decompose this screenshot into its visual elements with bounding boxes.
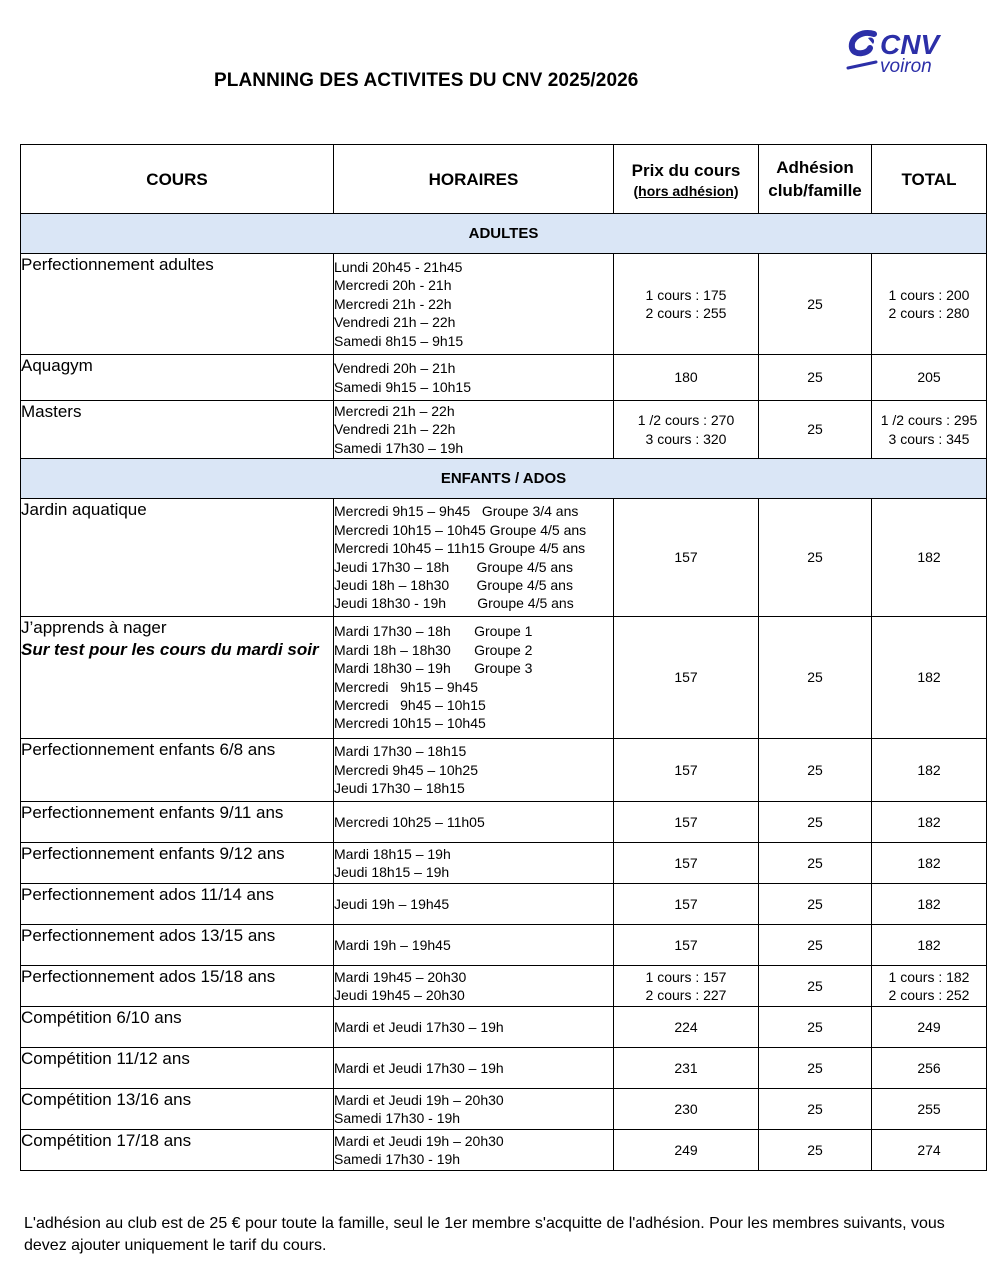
prix-cell: 1 cours : 157 2 cours : 227 [614, 966, 759, 1007]
cours-cell: Jardin aquatique [21, 499, 334, 617]
prix-cell: 157 [614, 739, 759, 802]
adhesion-cell: 25 [759, 1048, 872, 1089]
horaires-cell: Lundi 20h45 - 21h45 Mercredi 20h - 21h Mercredi 21h - 22h Vendredi 21h – 22h Samedi 8h15 – 9h15 [334, 254, 614, 355]
table-row [21, 401, 987, 459]
horaires-cell: Vendredi 20h – 21h Samedi 9h15 – 10h15 [334, 355, 614, 401]
adhesion-cell: 25 [759, 739, 872, 802]
adhesion-cell: 25 [759, 884, 872, 925]
adhesion-cell: 25 [759, 1007, 872, 1048]
cours-label: J’apprends à nager [21, 618, 167, 637]
planning-body [21, 214, 987, 1171]
total-cell: 1 /2 cours : 295 3 cours : 345 [872, 401, 987, 459]
cours-cell: Perfectionnement enfants 9/12 ans [21, 843, 334, 884]
total-cell: 1 cours : 200 2 cours : 280 [872, 254, 987, 355]
header-prix [614, 145, 759, 214]
horaires-cell: Mardi 17h30 – 18h Groupe 1 Mardi 18h – 18h30 Groupe 2 Mardi 18h30 – 19h Groupe 3 Mercredi 9h15 – 9h45 Mercredi 9h45 – 10h15 Mercredi 10h15 – 10h45 [334, 617, 614, 739]
adhesion-cell: 25 [759, 355, 872, 401]
prix-cell: 157 [614, 802, 759, 843]
section-adultes [21, 214, 987, 254]
adhesion-cell: 25 [759, 843, 872, 884]
table-row [21, 1048, 987, 1089]
prix-cell: 157 [614, 843, 759, 884]
table-row [21, 254, 987, 355]
adhesion-cell: 25 [759, 499, 872, 617]
table-row [21, 739, 987, 802]
section-title-adultes: ADULTES [21, 214, 987, 254]
total-cell: 182 [872, 802, 987, 843]
horaires-cell: Mercredi 9h15 – 9h45 Groupe 3/4 ans Mercredi 10h15 – 10h45 Groupe 4/5 ans Mercredi 10h45 – 11h15 Groupe 4/5 ans Jeudi 17h30 – 18h Groupe 4/5 ans Jeudi 18h – 18h30 Groupe 4/5 ans Jeudi 18h30 - 19h Groupe 4/5 ans [334, 499, 614, 617]
cours-cell: Compétition 11/12 ans [21, 1048, 334, 1089]
prix-cell: 1 /2 cours : 270 3 cours : 320 [614, 401, 759, 459]
prix-cell: 157 [614, 617, 759, 739]
total-cell: 1 cours : 182 2 cours : 252 [872, 966, 987, 1007]
total-cell: 182 [872, 925, 987, 966]
total-cell: 182 [872, 499, 987, 617]
adhesion-cell: 25 [759, 401, 872, 459]
table-row [21, 1089, 987, 1130]
table-row [21, 1007, 987, 1048]
cours-cell: Compétition 6/10 ans [21, 1007, 334, 1048]
total-cell: 205 [872, 355, 987, 401]
section-title-enfants: ENFANTS / ADOS [21, 459, 987, 499]
cours-cell: Perfectionnement ados 13/15 ans [21, 925, 334, 966]
table-row [21, 355, 987, 401]
adhesion-cell: 25 [759, 254, 872, 355]
table-row [21, 925, 987, 966]
cours-cell: Perfectionnement ados 15/18 ans [21, 966, 334, 1007]
cours-cell: Perfectionnement enfants 9/11 ans [21, 802, 334, 843]
table-row [21, 966, 987, 1007]
section-enfants [21, 459, 987, 499]
total-cell: 182 [872, 843, 987, 884]
prix-cell: 157 [614, 499, 759, 617]
cours-cell: Perfectionnement ados 11/14 ans [21, 884, 334, 925]
cours-note: Sur test pour les cours du mardi soir [21, 640, 319, 659]
header-row [21, 145, 987, 214]
header-prix-label: Prix du cours [631, 160, 741, 180]
total-cell: 249 [872, 1007, 987, 1048]
adhesion-cell: 25 [759, 617, 872, 739]
page-title: PLANNING DES ACTIVITES DU CNV 2025/2026 [214, 70, 639, 91]
total-cell: 274 [872, 1130, 987, 1171]
table-row [21, 843, 987, 884]
prix-cell: 157 [614, 925, 759, 966]
horaires-cell: Jeudi 19h – 19h45 [334, 884, 614, 925]
header-prix-sub: (hors adhésion) [633, 182, 739, 199]
cnv-logo-icon [846, 28, 970, 76]
total-cell: 182 [872, 884, 987, 925]
cours-cell: Perfectionnement enfants 6/8 ans [21, 739, 334, 802]
cours-cell: Masters [21, 401, 334, 459]
adhesion-cell: 25 [759, 1130, 872, 1171]
logo-text-bottom: voiron [880, 56, 932, 76]
table-row [21, 499, 987, 617]
horaires-cell: Mardi et Jeudi 19h – 20h30 Samedi 17h30 - 19h [334, 1130, 614, 1171]
cours-cell: Perfectionnement adultes [21, 254, 334, 355]
horaires-cell: Mercredi 10h25 – 11h05 [334, 802, 614, 843]
adhesion-cell: 25 [759, 966, 872, 1007]
header-total: TOTAL [872, 145, 987, 214]
total-cell: 182 [872, 617, 987, 739]
header-horaires: HORAIRES [334, 145, 614, 214]
table-row [21, 802, 987, 843]
horaires-cell: Mardi 19h – 19h45 [334, 925, 614, 966]
table-row [21, 1130, 987, 1171]
prix-cell: 180 [614, 355, 759, 401]
prix-cell: 230 [614, 1089, 759, 1130]
table-row [21, 617, 987, 739]
prix-cell: 249 [614, 1130, 759, 1171]
horaires-cell: Mardi et Jeudi 19h – 20h30 Samedi 17h30 - 19h [334, 1089, 614, 1130]
horaires-cell: Mardi 18h15 – 19h Jeudi 18h15 – 19h [334, 843, 614, 884]
horaires-cell: Mercredi 21h – 22h Vendredi 21h – 22h Samedi 17h30 – 19h [334, 401, 614, 459]
adhesion-cell: 25 [759, 1089, 872, 1130]
cours-cell [21, 617, 334, 739]
horaires-cell: Mardi 19h45 – 20h30 Jeudi 19h45 – 20h30 [334, 966, 614, 1007]
prix-cell: 1 cours : 175 2 cours : 255 [614, 254, 759, 355]
adhesion-cell: 25 [759, 925, 872, 966]
prix-cell: 231 [614, 1048, 759, 1089]
header-cours: COURS [21, 145, 334, 214]
total-cell: 255 [872, 1089, 987, 1130]
planning-table [20, 144, 987, 1171]
horaires-cell: Mardi 17h30 – 18h15 Mercredi 9h45 – 10h25 Jeudi 17h30 – 18h15 [334, 739, 614, 802]
header-adhesion: Adhésion club/famille [759, 145, 872, 214]
horaires-cell: Mardi et Jeudi 17h30 – 19h [334, 1007, 614, 1048]
table-row [21, 884, 987, 925]
adhesion-cell: 25 [759, 802, 872, 843]
prix-cell: 157 [614, 884, 759, 925]
cours-cell: Aquagym [21, 355, 334, 401]
horaires-cell: Mardi et Jeudi 17h30 – 19h [334, 1048, 614, 1089]
cnv-logo [846, 28, 970, 76]
total-cell: 182 [872, 739, 987, 802]
footer-note: L'adhésion au club est de 25 € pour toute la famille, seul le 1er membre s'acquitte de l'adhésion. Pour les membres suivants, vous devez ajouter uniquement le tarif du cours. [24, 1215, 945, 1254]
cours-cell: Compétition 17/18 ans [21, 1130, 334, 1171]
cours-cell: Compétition 13/16 ans [21, 1089, 334, 1130]
logo-text-top: CNV [880, 29, 940, 60]
prix-cell: 224 [614, 1007, 759, 1048]
total-cell: 256 [872, 1048, 987, 1089]
